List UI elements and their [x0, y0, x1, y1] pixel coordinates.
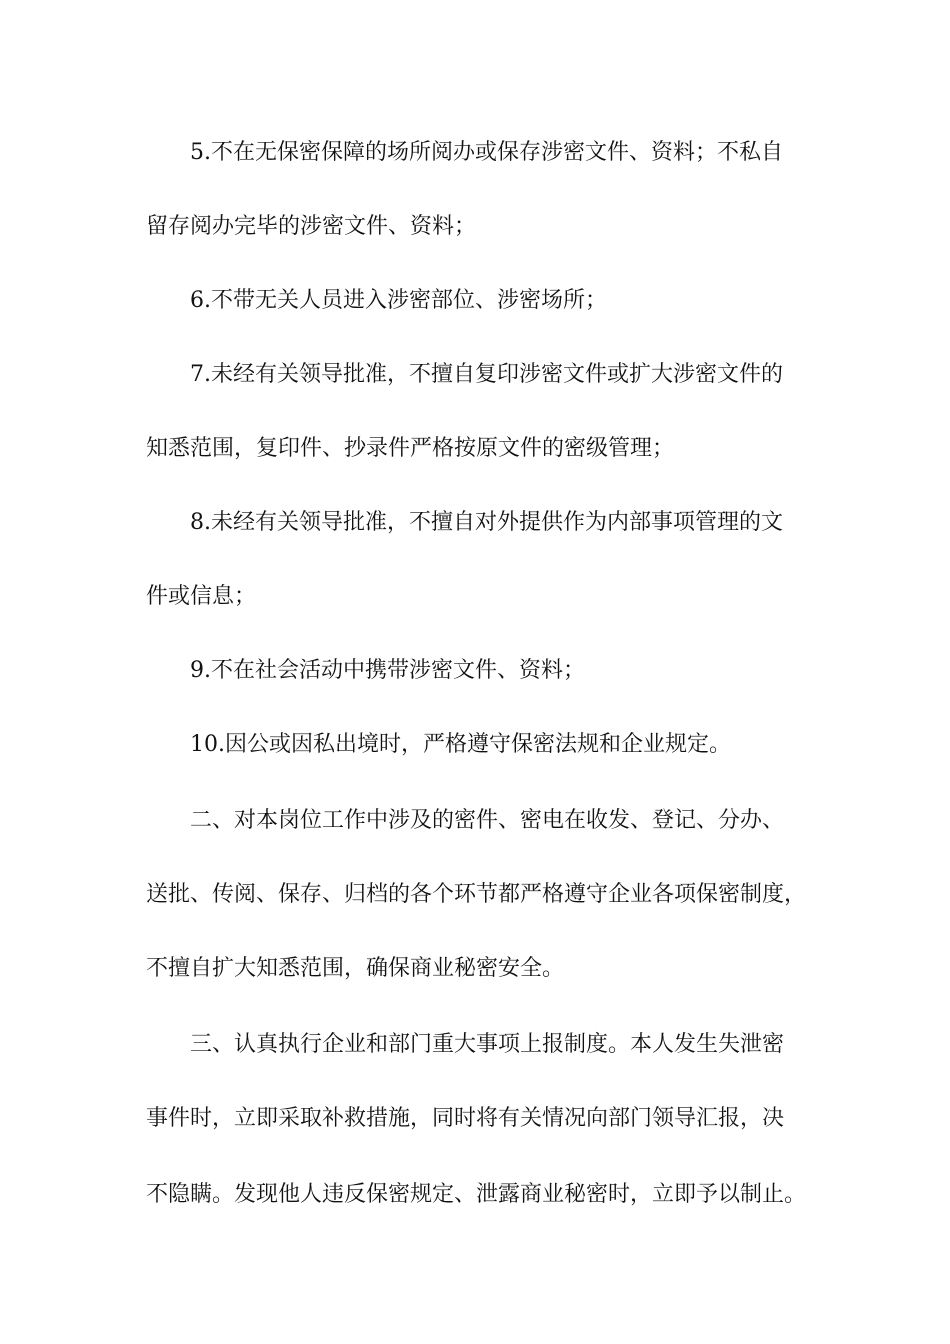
item-5-line-1: 5.不在无保密保障的场所阅办或保存涉密文件、资料；不私自 — [190, 140, 783, 165]
section-2-line-2: 送批、传阅、保存、归档的各个环节都严格遵守企业各项保密制度， — [146, 882, 807, 907]
item-5-line-2: 留存阅办完毕的涉密文件、资料； — [146, 214, 477, 239]
section-3-line-3: 不隐瞒。发现他人违反保密规定、泄露商业秘密时，立即予以制止。 — [146, 1182, 807, 1207]
section-2-line-1: 二、对本岗位工作中涉及的密件、密电在收发、登记、分办、 — [190, 808, 785, 833]
section-3-line-1: 三、认真执行企业和部门重大事项上报制度。本人发生失泄密 — [190, 1032, 785, 1057]
item-8-line-1: 8.未经有关领导批准，不擅自对外提供作为内部事项管理的文 — [190, 510, 783, 535]
section-3-line-2: 事件时，立即采取补救措施，同时将有关情况向部门领导汇报，决 — [146, 1106, 785, 1131]
item-6-line-1: 6.不带无关人员进入涉密部位、涉密场所； — [190, 288, 607, 313]
item-9-line-1: 9.不在社会活动中携带涉密文件、资料； — [190, 658, 585, 683]
item-10-line-1: 10.因公或因私出境时，严格遵守保密法规和企业规定。 — [190, 732, 731, 757]
item-7-line-1: 7.未经有关领导批准，不擅自复印涉密文件或扩大涉密文件的 — [190, 362, 783, 387]
item-8-line-2: 件或信息； — [146, 584, 257, 609]
section-2-line-3: 不擅自扩大知悉范围，确保商业秘密安全。 — [146, 956, 565, 981]
item-7-line-2: 知悉范围，复印件、抄录件严格按原文件的密级管理； — [146, 436, 675, 461]
